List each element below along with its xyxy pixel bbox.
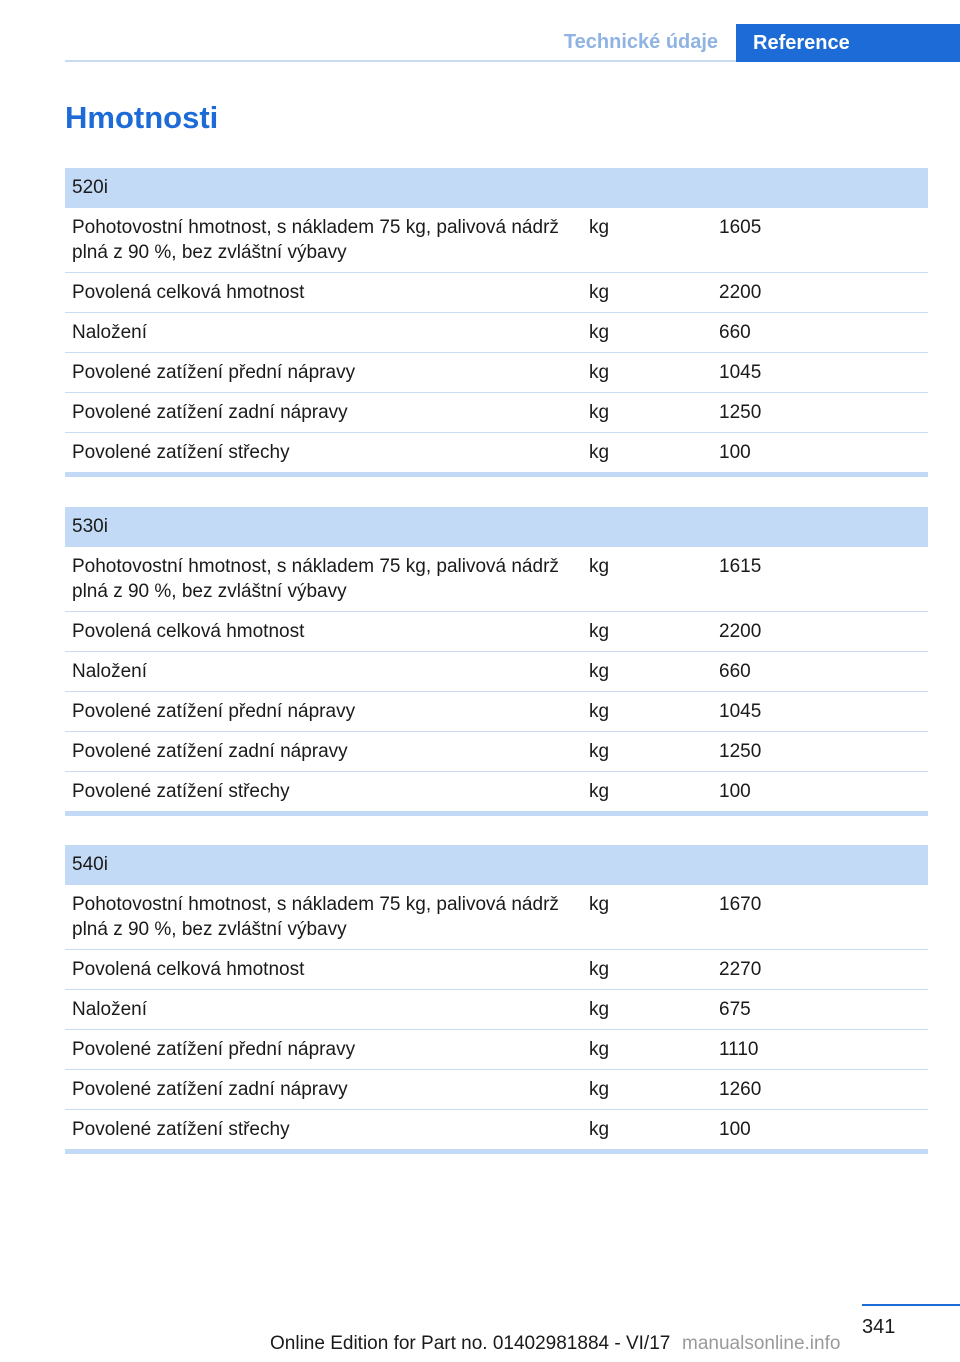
row-label: Povolená celková hmotnost (72, 282, 305, 303)
table-row (65, 273, 928, 313)
table-row (65, 433, 928, 473)
row-value: 1615 (719, 556, 762, 577)
row-value: 1670 (719, 894, 762, 915)
page-number: 341 (862, 1316, 896, 1338)
row-unit: kg (589, 781, 610, 802)
row-unit: kg (589, 701, 610, 722)
table-row (65, 393, 928, 433)
footer-watermark: manualsonline.info (682, 1333, 841, 1354)
table-row (65, 950, 928, 990)
table-row (65, 208, 928, 273)
row-label: Naložení (72, 999, 147, 1020)
row-value: 1045 (719, 701, 762, 722)
row-label: Povolené zatížení zadní nápravy (72, 1079, 348, 1100)
table-end-bar (65, 472, 928, 477)
row-label: Povolená celková hmotnost (72, 959, 305, 980)
row-unit: kg (589, 621, 610, 642)
table-row (65, 313, 928, 353)
row-unit: kg (589, 402, 610, 423)
row-label: Povolené zatížení přední nápravy (72, 1039, 356, 1060)
row-unit: kg (589, 217, 610, 238)
row-value: 660 (719, 661, 751, 682)
row-value: 1110 (719, 1039, 759, 1060)
row-label: Povolené zatížení střechy (72, 442, 290, 463)
row-unit: kg (589, 894, 610, 915)
table-row (65, 353, 928, 393)
row-value: 1605 (719, 217, 762, 238)
row-unit: kg (589, 556, 610, 577)
row-value: 1260 (719, 1079, 762, 1100)
table-end-bar (65, 811, 928, 816)
table-row (65, 547, 928, 612)
row-label: Naložení (72, 322, 147, 343)
tab-reference[interactable]: Reference (736, 24, 960, 62)
weights-table-520i (65, 168, 928, 477)
row-value: 1045 (719, 362, 762, 383)
row-unit: kg (589, 661, 610, 682)
footer-line (862, 1304, 960, 1306)
row-unit: kg (589, 282, 610, 303)
row-label: Povolené zatížení přední nápravy (72, 362, 356, 383)
page-title: Hmotnosti (65, 100, 219, 135)
row-value: 2200 (719, 282, 762, 303)
row-unit: kg (589, 1119, 610, 1140)
row-value: 675 (719, 999, 751, 1020)
row-value: 100 (719, 442, 751, 463)
row-value: 1250 (719, 402, 762, 423)
row-unit: kg (589, 442, 610, 463)
weights-table-540i (65, 845, 928, 1154)
row-value: 100 (719, 781, 751, 802)
table-row (65, 1070, 928, 1110)
row-value: 1250 (719, 741, 762, 762)
row-unit: kg (589, 741, 610, 762)
table-model-header: 540i (65, 845, 928, 885)
row-label: Naložení (72, 661, 147, 682)
row-unit: kg (589, 999, 610, 1020)
table-row (65, 612, 928, 652)
row-value: 660 (719, 322, 751, 343)
table-row (65, 990, 928, 1030)
table-model-header: 530i (65, 507, 928, 547)
row-value: 2270 (719, 959, 762, 980)
table-row (65, 1030, 928, 1070)
row-unit: kg (589, 1039, 610, 1060)
row-label: Pohotovostní hmotnost, s nákladem 75 kg, palivová nádrž plná z 90 %, bez zvláštní výbavy (72, 894, 559, 940)
row-label: Povolené zatížení střechy (72, 781, 290, 802)
table-row (65, 1110, 928, 1150)
row-label: Povolené zatížení zadní nápravy (72, 402, 348, 423)
row-value: 2200 (719, 621, 762, 642)
table-row (65, 692, 928, 732)
table-row (65, 732, 928, 772)
row-unit: kg (589, 1079, 610, 1100)
row-label: Povolené zatížení zadní nápravy (72, 741, 348, 762)
row-value: 100 (719, 1119, 751, 1140)
row-unit: kg (589, 959, 610, 980)
row-unit: kg (589, 322, 610, 343)
row-label: Povolené zatížení střechy (72, 1119, 290, 1140)
table-row (65, 652, 928, 692)
weights-table-530i (65, 507, 928, 816)
table-end-bar (65, 1149, 928, 1154)
row-label: Povolená celková hmotnost (72, 621, 305, 642)
row-label: Povolené zatížení přední nápravy (72, 701, 356, 722)
row-unit: kg (589, 362, 610, 383)
table-row (65, 885, 928, 950)
row-label: Pohotovostní hmotnost, s nákladem 75 kg, palivová nádrž plná z 90 %, bez zvláštní výbavy (72, 217, 559, 263)
footer-edition: Online Edition for Part no. 01402981884 - VI/17 (270, 1333, 671, 1354)
row-label: Pohotovostní hmotnost, s nákladem 75 kg, palivová nádrž plná z 90 %, bez zvláštní výbavy (72, 556, 559, 602)
tab-technical-data[interactable]: Technické údaje (563, 31, 719, 53)
table-model-header: 520i (65, 168, 928, 208)
table-row (65, 772, 928, 812)
